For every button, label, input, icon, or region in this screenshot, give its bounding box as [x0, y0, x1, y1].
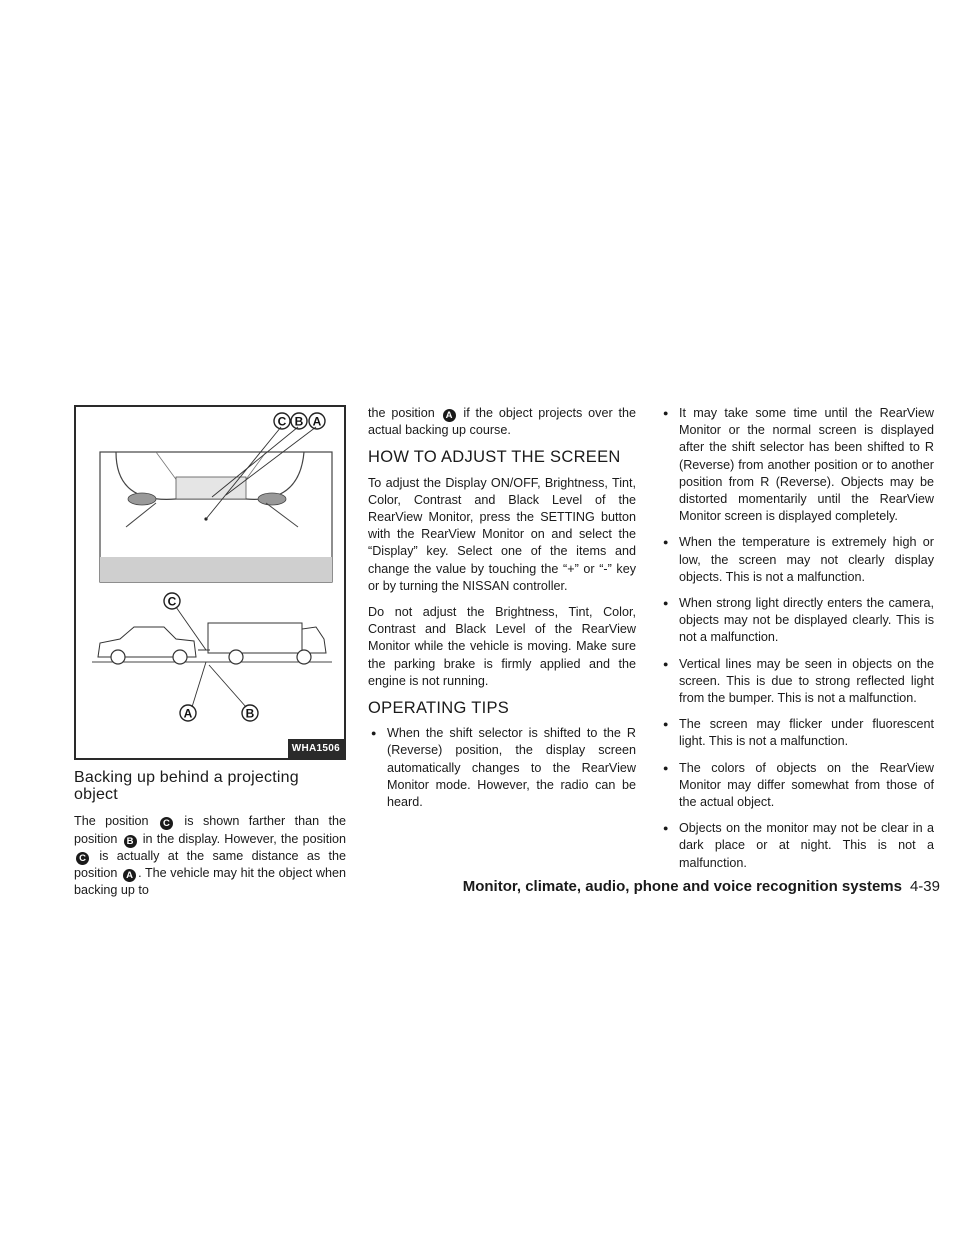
tip-item: ● The screen may flicker under fluorescent light. This is not a malfunction.	[660, 716, 934, 750]
adjust-paragraph-1: To adjust the Display ON/OFF, Brightness, Tint, Color, Contrast and Black Level of the RearView Monitor, press the SETTING button with the RearView Monitor on and select the “Display” key. Select one of the items and change the value by touching the “+” or “-” key or by turning the NISSAN controller.	[368, 475, 636, 593]
tip-item: ● The colors of objects on the RearView Monitor may differ somewhat from those of the actual object.	[660, 760, 934, 812]
tip-item: ● Objects on the monitor may not be clear in a dark place or at night. This is not a malfunction.	[660, 820, 934, 872]
column-2	[368, 405, 636, 820]
tip-item: ● When the shift selector is shifted to the R (Reverse) position, the display screen automatically changes to the RearView Monitor mode. However, the radio can be heard.	[368, 725, 636, 811]
adjust-paragraph-2: Do not adjust the Brightness, Tint, Color, Contrast and Black Level of the RearView Monitor while the vehicle is moving. Make sure the parking brake is firmly applied and the engine is not running.	[368, 605, 636, 688]
tip-item: ● When strong light directly enters the camera, objects may not be displayed clearly. This is not a malfunction.	[660, 595, 934, 647]
svg-text:B: B	[294, 414, 304, 429]
column-3	[660, 405, 934, 881]
rearview-figure	[74, 405, 346, 760]
tip-item: ● Vertical lines may be seen in objects on the screen. This is due to strong reflected light from the bumper. This is not a malfunction.	[660, 656, 934, 708]
ref-b-badge: B	[124, 835, 137, 848]
tip-item: ● When the temperature is extremely high or low, the screen may not clearly display objects. This is not a malfunction.	[660, 534, 934, 586]
ref-c-badge: C	[160, 817, 173, 830]
label-a-top	[309, 413, 325, 429]
ref-a-badge: A	[443, 409, 456, 422]
tips-list-1	[368, 725, 636, 811]
backing-continuation: the position A if the object projects over the actual backing up course.	[368, 406, 636, 438]
svg-text:C: C	[167, 594, 177, 609]
column-1	[74, 405, 346, 908]
label-b-top	[291, 413, 307, 429]
tips-list-2	[660, 405, 934, 872]
svg-text:A: A	[183, 706, 193, 721]
page-footer	[430, 878, 940, 895]
rearview-illustration	[76, 407, 344, 758]
figure-code: WHA1506	[288, 739, 344, 758]
label-c-side	[164, 593, 180, 609]
label-c-top	[274, 413, 290, 429]
page-number: 4-39	[909, 878, 940, 895]
section-title: Monitor, climate, audio, phone and voice recognition systems	[462, 878, 902, 895]
ref-c-badge: C	[76, 852, 89, 865]
adjust-heading: HOW TO ADJUST THE SCREEN	[368, 448, 621, 467]
svg-text:B: B	[245, 706, 255, 721]
svg-text:C: C	[277, 414, 287, 429]
label-a-side	[180, 705, 196, 721]
backing-heading: Backing up behind a projecting object	[74, 769, 299, 804]
label-b-side	[242, 705, 258, 721]
svg-text:A: A	[312, 414, 322, 429]
tip-item: ● It may take some time until the RearView Monitor or the normal screen is displayed after the shift selector has been shifted to R (Reverse) from another position or to another position from R (Reverse). Objects may be distorted momentarily until the RearView Monitor screen is displayed completely.	[660, 405, 934, 525]
ref-a-badge: A	[123, 869, 136, 882]
backing-paragraph: The position C is shown farther than the position B in the display. However, the position C is actually at the same distance as the position A . The vehicle may hit the object when backing up to	[74, 814, 347, 898]
tips-heading: OPERATING TIPS	[368, 699, 510, 718]
